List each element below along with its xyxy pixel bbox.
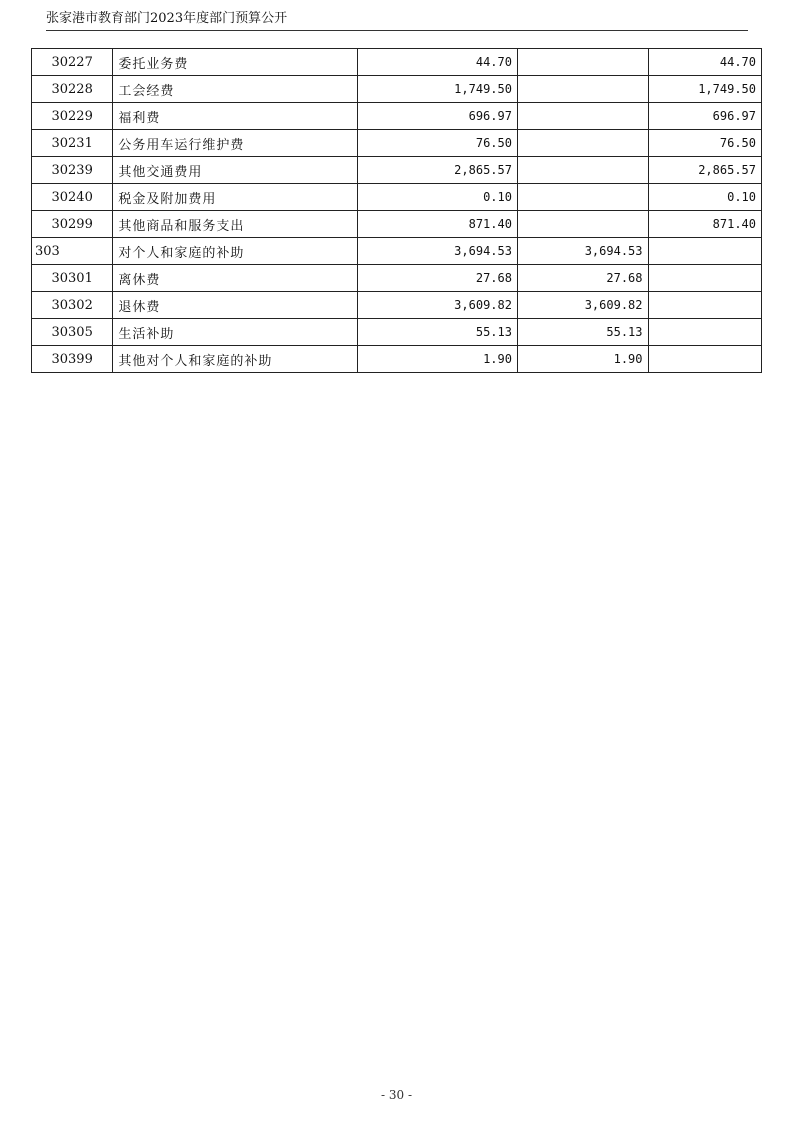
row-project <box>648 238 762 265</box>
row-total: 1,749.50 <box>358 76 518 103</box>
row-code: 30305 <box>32 319 113 346</box>
row-basic: 3,694.53 <box>517 238 648 265</box>
row-project <box>648 319 762 346</box>
row-name: 委托业务费 <box>113 49 358 76</box>
row-code: 30299 <box>32 211 113 238</box>
row-basic <box>517 184 648 211</box>
table-row <box>32 157 762 184</box>
row-total: 76.50 <box>358 130 518 157</box>
row-name: 生活补助 <box>113 319 358 346</box>
row-project <box>648 292 762 319</box>
table-row <box>32 211 762 238</box>
row-name: 工会经费 <box>113 76 358 103</box>
table-row <box>32 184 762 211</box>
row-total: 44.70 <box>358 49 518 76</box>
row-project: 1,749.50 <box>648 76 762 103</box>
row-basic <box>517 130 648 157</box>
table-row <box>32 49 762 76</box>
row-project <box>648 346 762 373</box>
table-row <box>32 238 762 265</box>
row-code: 30231 <box>32 130 113 157</box>
table-row <box>32 319 762 346</box>
table-row <box>32 130 762 157</box>
row-project: 696.97 <box>648 103 762 130</box>
row-code: 30228 <box>32 76 113 103</box>
row-total: 2,865.57 <box>358 157 518 184</box>
row-basic <box>517 103 648 130</box>
row-project <box>648 265 762 292</box>
row-basic: 27.68 <box>517 265 648 292</box>
row-name: 退休费 <box>113 292 358 319</box>
row-total: 871.40 <box>358 211 518 238</box>
table-row <box>32 265 762 292</box>
row-total: 1.90 <box>358 346 518 373</box>
row-project: 871.40 <box>648 211 762 238</box>
row-total: 696.97 <box>358 103 518 130</box>
row-name: 对个人和家庭的补助 <box>113 238 358 265</box>
row-basic <box>517 211 648 238</box>
row-basic: 55.13 <box>517 319 648 346</box>
row-name: 税金及附加费用 <box>113 184 358 211</box>
row-code: 30399 <box>32 346 113 373</box>
row-code: 30239 <box>32 157 113 184</box>
row-basic <box>517 49 648 76</box>
row-code: 30302 <box>32 292 113 319</box>
table-row <box>32 292 762 319</box>
table-row <box>32 346 762 373</box>
row-basic <box>517 157 648 184</box>
row-project: 0.10 <box>648 184 762 211</box>
row-name: 其他商品和服务支出 <box>113 211 358 238</box>
row-code: 30301 <box>32 265 113 292</box>
row-project: 44.70 <box>648 49 762 76</box>
row-code: 30227 <box>32 49 113 76</box>
row-basic: 1.90 <box>517 346 648 373</box>
row-code: 30229 <box>32 103 113 130</box>
row-name: 离休费 <box>113 265 358 292</box>
row-name: 其他交通费用 <box>113 157 358 184</box>
row-code: 30240 <box>32 184 113 211</box>
table-row <box>32 76 762 103</box>
row-total: 27.68 <box>358 265 518 292</box>
page-number: - 30 - <box>380 1088 412 1102</box>
page-header <box>46 8 748 31</box>
row-total: 0.10 <box>358 184 518 211</box>
row-name: 其他对个人和家庭的补助 <box>113 346 358 373</box>
row-name: 福利费 <box>113 103 358 130</box>
row-code: 303 <box>32 238 113 265</box>
row-basic <box>517 76 648 103</box>
row-basic: 3,609.82 <box>517 292 648 319</box>
row-total: 55.13 <box>358 319 518 346</box>
row-total: 3,694.53 <box>358 238 518 265</box>
row-project: 76.50 <box>648 130 762 157</box>
page-header-title: 张家港市教育部门2023年度部门预算公开 <box>46 11 288 26</box>
row-name: 公务用车运行维护费 <box>113 130 358 157</box>
row-total: 3,609.82 <box>358 292 518 319</box>
table-row <box>32 103 762 130</box>
row-project: 2,865.57 <box>648 157 762 184</box>
budget-table <box>31 48 762 373</box>
